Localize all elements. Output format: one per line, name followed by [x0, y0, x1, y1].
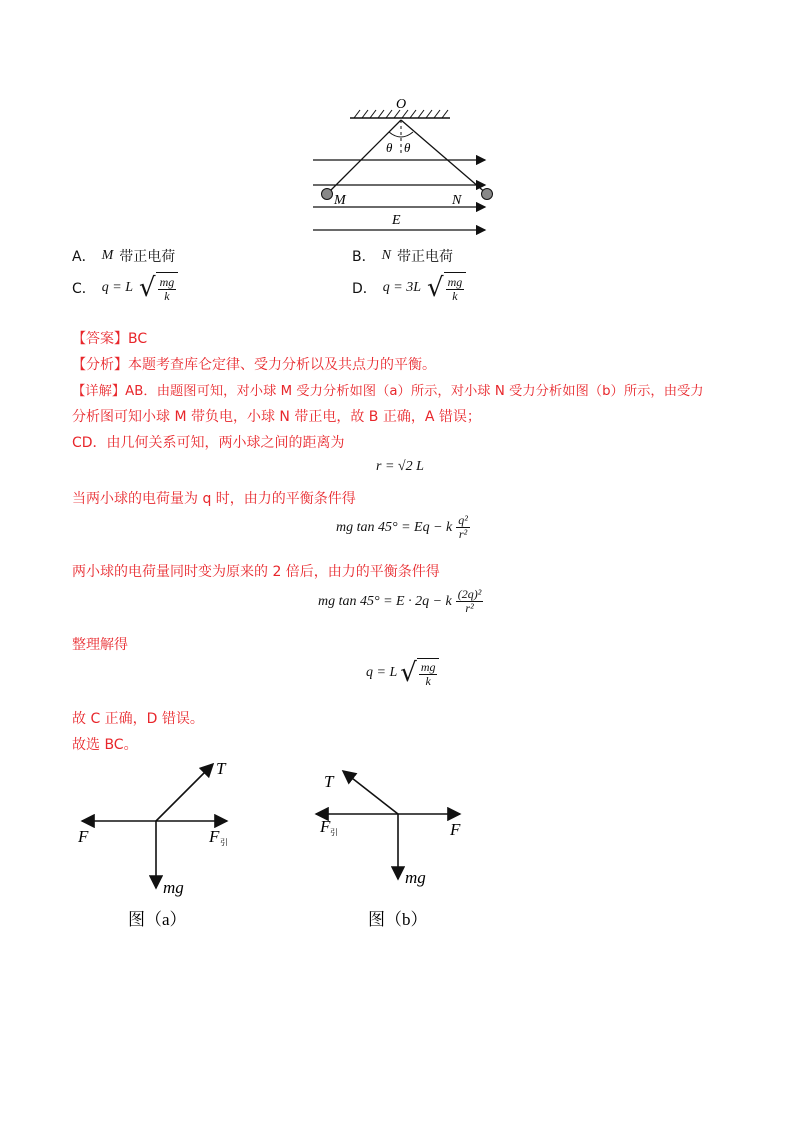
detail-line-2: 分析图可知小球 M 带负电，小球 N 带正电，故 B 正确，A 错误；: [72, 409, 481, 425]
pendulum-field-figure: [300, 92, 500, 242]
label-N: N: [452, 193, 462, 208]
detail-line-1: 【详解】AB．由题图可知，对小球 M 受力分析如图（a）所示，对小球 N 受力分析如图（b）所示，由受力: [72, 384, 704, 399]
label-b-F: F: [450, 820, 461, 839]
conclusion-line: 故 C 正确，D 错误。: [72, 711, 204, 727]
final-answer-line: 故选 BC。: [72, 737, 138, 753]
label-b-F-yin: F: [320, 817, 331, 836]
label-a-mg: mg: [163, 878, 184, 897]
label-M: M: [334, 193, 346, 208]
sqrt-d: √ $\frac{mg}{k}$: [427, 272, 466, 303]
option-c: C． q = L √ $\frac{mg}{k}$: [72, 272, 178, 303]
text-when-q: 当两小球的电荷量为 q 时，由力的平衡条件得: [72, 491, 356, 507]
label-b-T: T: [324, 772, 334, 791]
analysis-line: 【分析】本题考查库仑定律、受力分析以及共点力的平衡。: [72, 357, 436, 373]
force-diagram-b: [310, 755, 490, 935]
label-a-F-yin: F: [209, 827, 220, 846]
option-d: D． q = 3L √ $\frac{mg}{k}$: [352, 272, 466, 303]
ball-N: [482, 189, 493, 200]
equation-balance-2: mg tan 45° = E · 2q − k $\frac{\text{(2q)²}}{\text{r²}}$: [318, 587, 482, 615]
caption-b: 图（b）: [368, 910, 428, 929]
sqrt-c: √ $\frac{mg}{k}$: [139, 272, 178, 303]
equation-balance-1: mg tan 45° = Eq − k $\frac{\text{q²}}{\text{r²}}$: [336, 513, 468, 541]
label-E: E: [392, 213, 401, 228]
answer-line: 【答案】BC: [72, 331, 148, 347]
equation-result: q = L √ $\frac{mg}{k}$: [366, 658, 439, 688]
label-a-yin-sub: 引: [220, 838, 228, 847]
label-theta-right: θ: [404, 140, 411, 155]
text-solve: 整理解得: [72, 637, 128, 653]
label-theta-left: θ: [386, 140, 393, 155]
label-a-F: F: [78, 827, 89, 846]
equation-distance: r = √2 L: [376, 459, 424, 474]
label-a-T: T: [216, 759, 226, 778]
label-b-yin-sub: 引: [330, 828, 338, 837]
cd-line: CD．由几何关系可知，两小球之间的距离为: [72, 435, 345, 451]
ball-M: [322, 189, 333, 200]
force-diagram-a: [72, 755, 252, 935]
text-double-charge: 两小球的电荷量同时变为原来的 2 倍后，由力的平衡条件得: [72, 564, 440, 580]
label-O: O: [396, 97, 407, 112]
option-a: A． M 带正电荷: [72, 248, 176, 265]
option-b: B． N 带正电荷: [352, 248, 453, 265]
caption-a: 图（a）: [128, 910, 187, 929]
label-b-mg: mg: [405, 868, 426, 887]
